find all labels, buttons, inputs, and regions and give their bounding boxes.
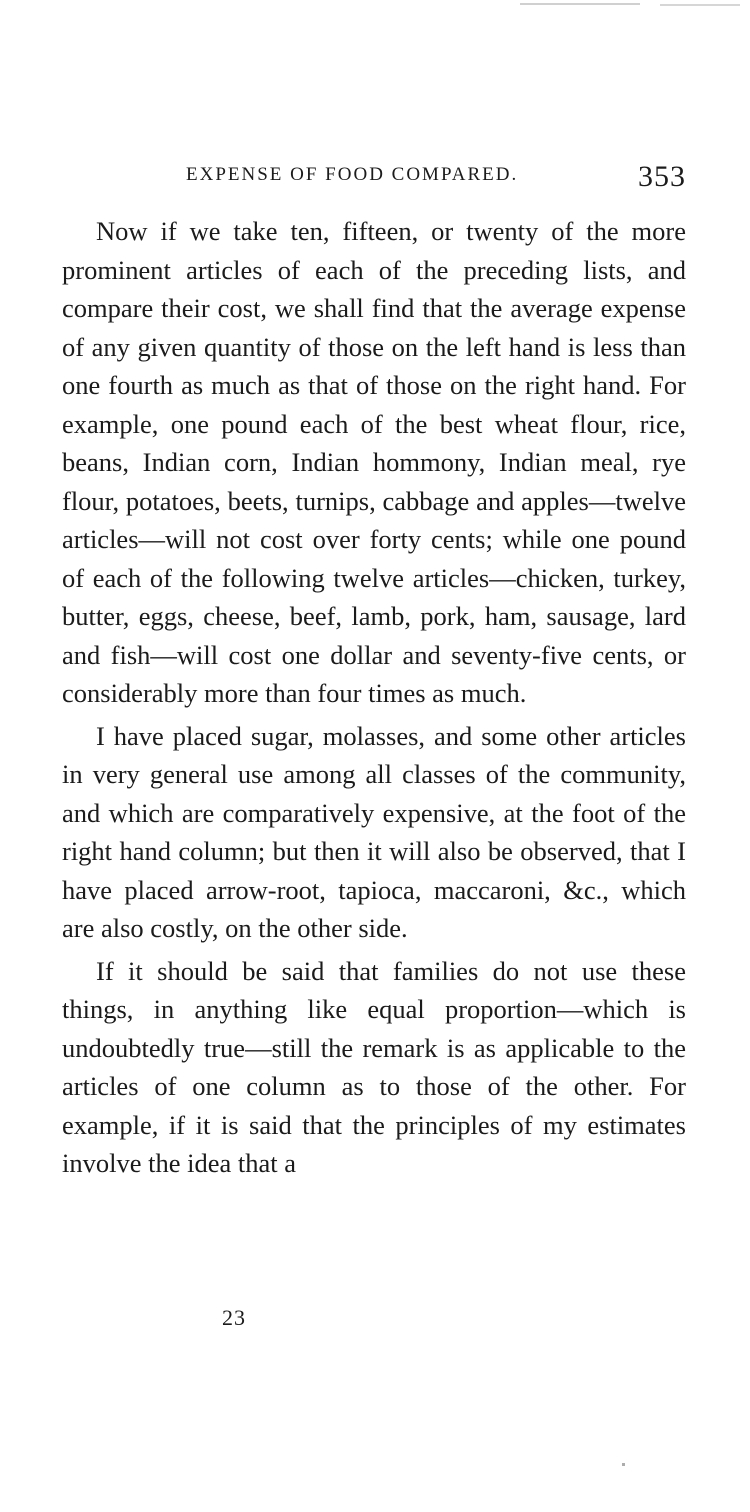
body-text [62, 212, 686, 1183]
paragraph-1: Now if we take ten, fifteen, or twenty of the more prominent articles of each of the preceding lists, and compare their cost, we shall find that the average expense of any given quantity of those on the left hand is less than one fourth as much as that of those on the right hand. For example, one pound each of the best wheat flour, rice, beans, Indian corn, Indian hommony, Indian meal, rye flour, potatoes, beets, turnips, cabbage and apples—twelve articles—will not cost over forty cents; while one pound of each of the following twelve articles—chicken, turkey, butter, eggs, cheese, beef, lamb, pork, ham, sausage, lard and fish—will cost one dollar and seventy-five cents, or considerably more than four times as much. [62, 216, 686, 708]
scan-speck [622, 1463, 625, 1466]
running-title: EXPENSE OF FOOD COMPARED. [186, 164, 519, 185]
paragraph-3: If it should be said that families do not use these things, in anything like equal proportion—which is undoubtedly true—still the remark is as applicable to the articles of one column as to those of the other. For example, if it is said that the principles of my estimates involve the idea that a [62, 955, 686, 1178]
scan-speck [520, 3, 640, 5]
signature-mark: 23 [222, 1305, 246, 1330]
scan-speck [660, 4, 740, 6]
running-head [186, 160, 686, 200]
paragraph-2: I have placed sugar, molasses, and some other articles in very general use among all classes of the community, and which are comparatively expensive, at the foot of the right hand column; but then it will also be observed, that I have placed arrow-root, tapioca, maccaroni, &c., which are also costly, on the other side. [62, 720, 686, 943]
page-number: 353 [638, 160, 686, 193]
